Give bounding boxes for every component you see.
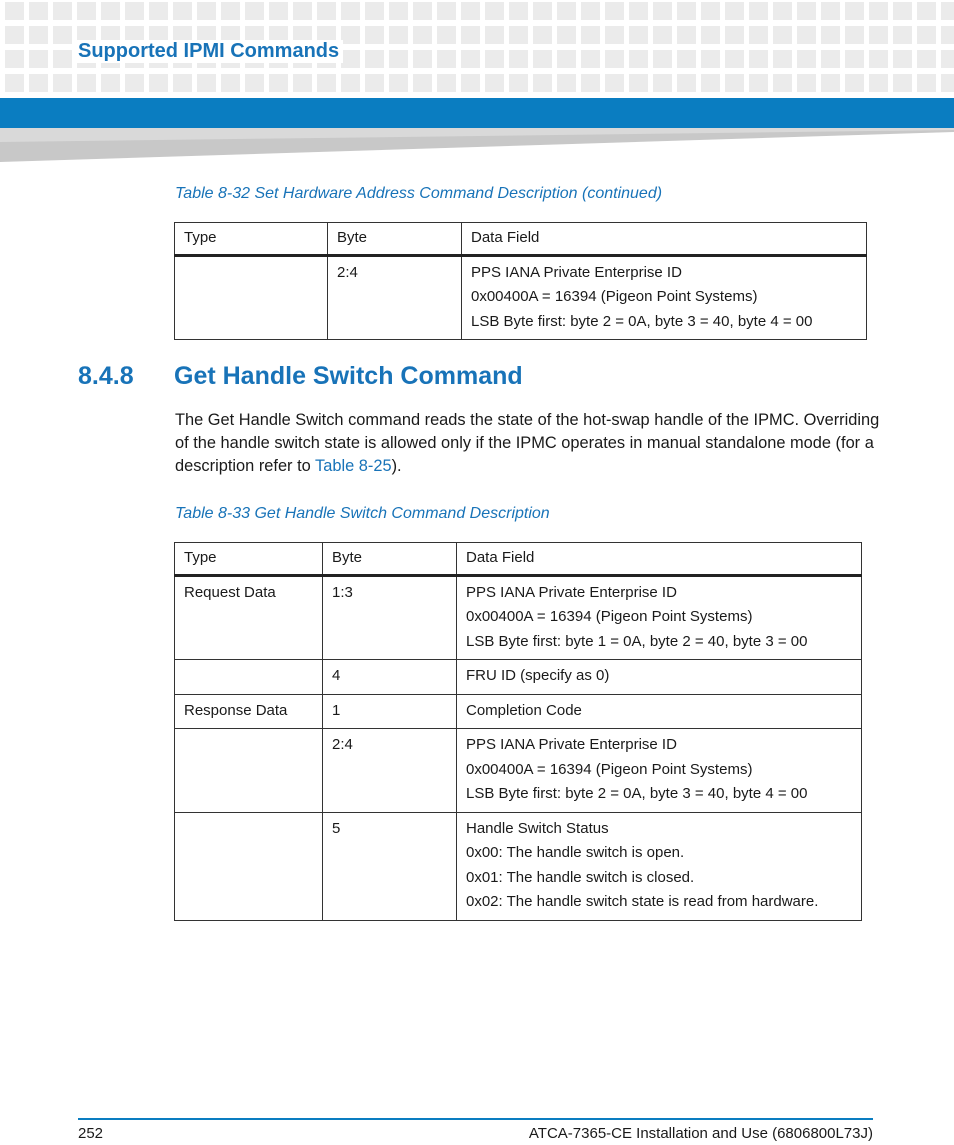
data-line: PPS IANA Private Enterprise ID bbox=[471, 263, 682, 281]
data-line: LSB Byte first: byte 2 = 0A, byte 3 = 40, byte 4 = 00 bbox=[471, 312, 813, 330]
table-row bbox=[175, 255, 867, 340]
table-cell-type bbox=[175, 660, 323, 695]
table-cell-type: Request Data bbox=[175, 575, 323, 660]
table-cell-byte: 2:4 bbox=[323, 729, 457, 813]
table-cell-data bbox=[457, 694, 862, 729]
table1-header-byte: Byte bbox=[328, 223, 462, 256]
data-line: PPS IANA Private Enterprise ID bbox=[466, 736, 677, 753]
table-cell-data bbox=[457, 660, 862, 695]
table-cell-byte: 2:4 bbox=[328, 255, 462, 340]
table-row bbox=[175, 575, 862, 660]
table2-header-data: Data Field bbox=[457, 543, 862, 576]
table2-header-row bbox=[175, 543, 862, 576]
data-line: LSB Byte first: byte 2 = 0A, byte 3 = 40, byte 4 = 00 bbox=[466, 785, 808, 802]
footer-document-title: ATCA-7365-CE Installation and Use (6806800L73J) bbox=[528, 1125, 873, 1142]
table1-caption: Table 8-32 Set Hardware Address Command Description (continued) bbox=[175, 185, 663, 202]
data-line: Completion Code bbox=[466, 701, 582, 719]
table2-caption: Table 8-33 Get Handle Switch Command Description bbox=[175, 505, 550, 522]
table-cell-byte: 4 bbox=[323, 660, 457, 695]
table1-header-data: Data Field bbox=[462, 223, 867, 256]
table-cell-data bbox=[457, 575, 862, 660]
data-line: FRU ID (specify as 0) bbox=[466, 667, 610, 684]
table2-header-byte: Byte bbox=[323, 543, 457, 576]
section-paragraph bbox=[175, 409, 880, 478]
table-row bbox=[175, 729, 862, 813]
table-cell-type bbox=[175, 812, 323, 920]
data-line: 0x00400A = 16394 (Pigeon Point Systems) bbox=[471, 288, 758, 305]
table-reference-link[interactable]: Table 8-25 bbox=[315, 457, 392, 475]
table-row bbox=[175, 694, 862, 729]
table-cell-data bbox=[457, 812, 862, 920]
data-line: 0x01: The handle switch is closed. bbox=[466, 868, 695, 886]
table-cell-byte: 1:3 bbox=[323, 575, 457, 660]
data-line: PPS IANA Private Enterprise ID bbox=[466, 583, 677, 601]
data-line: 0x00400A = 16394 (Pigeon Point Systems) bbox=[466, 760, 753, 778]
data-line: LSB Byte first: byte 1 = 0A, byte 2 = 40, byte 3 = 00 bbox=[466, 632, 808, 650]
table-cell-type bbox=[175, 255, 328, 340]
footer-page-number: 252 bbox=[78, 1125, 104, 1142]
table-cell-byte: 5 bbox=[323, 812, 457, 920]
table-cell-data bbox=[462, 255, 867, 340]
table-cell-data bbox=[457, 729, 862, 813]
footer-rule bbox=[78, 1118, 873, 1120]
paragraph-text-end: ). bbox=[391, 457, 402, 475]
data-line: Handle Switch Status bbox=[466, 819, 609, 837]
header-blue-band bbox=[0, 98, 954, 128]
table1-header-type: Type bbox=[175, 223, 328, 256]
page-header-title: Supported IPMI Commands bbox=[74, 40, 343, 63]
table-cell-type: Response Data bbox=[175, 694, 323, 729]
table-row bbox=[175, 812, 862, 920]
table2 bbox=[174, 542, 862, 921]
table2-header-type: Type bbox=[175, 543, 323, 576]
data-line: 0x00: The handle switch is open. bbox=[466, 844, 685, 861]
data-line: 0x00400A = 16394 (Pigeon Point Systems) bbox=[466, 608, 753, 625]
table-row bbox=[175, 660, 862, 695]
section-title: Get Handle Switch Command bbox=[174, 362, 523, 390]
table-cell-byte: 1 bbox=[323, 694, 457, 729]
data-line: 0x02: The handle switch state is read from hardware. bbox=[466, 893, 819, 910]
paragraph-text: The Get Handle Switch command reads the state of the hot-swap handle of the IPMC. Overriding of the handle switch state is allowed only if the IPMC operates in manual standalone mode (for a description refer to bbox=[175, 411, 880, 475]
table-cell-type bbox=[175, 729, 323, 813]
section-number: 8.4.8 bbox=[78, 362, 134, 390]
table1 bbox=[174, 222, 867, 340]
section-heading bbox=[78, 362, 523, 391]
header-gray-swoosh bbox=[0, 128, 954, 164]
table1-header-row bbox=[175, 223, 867, 256]
